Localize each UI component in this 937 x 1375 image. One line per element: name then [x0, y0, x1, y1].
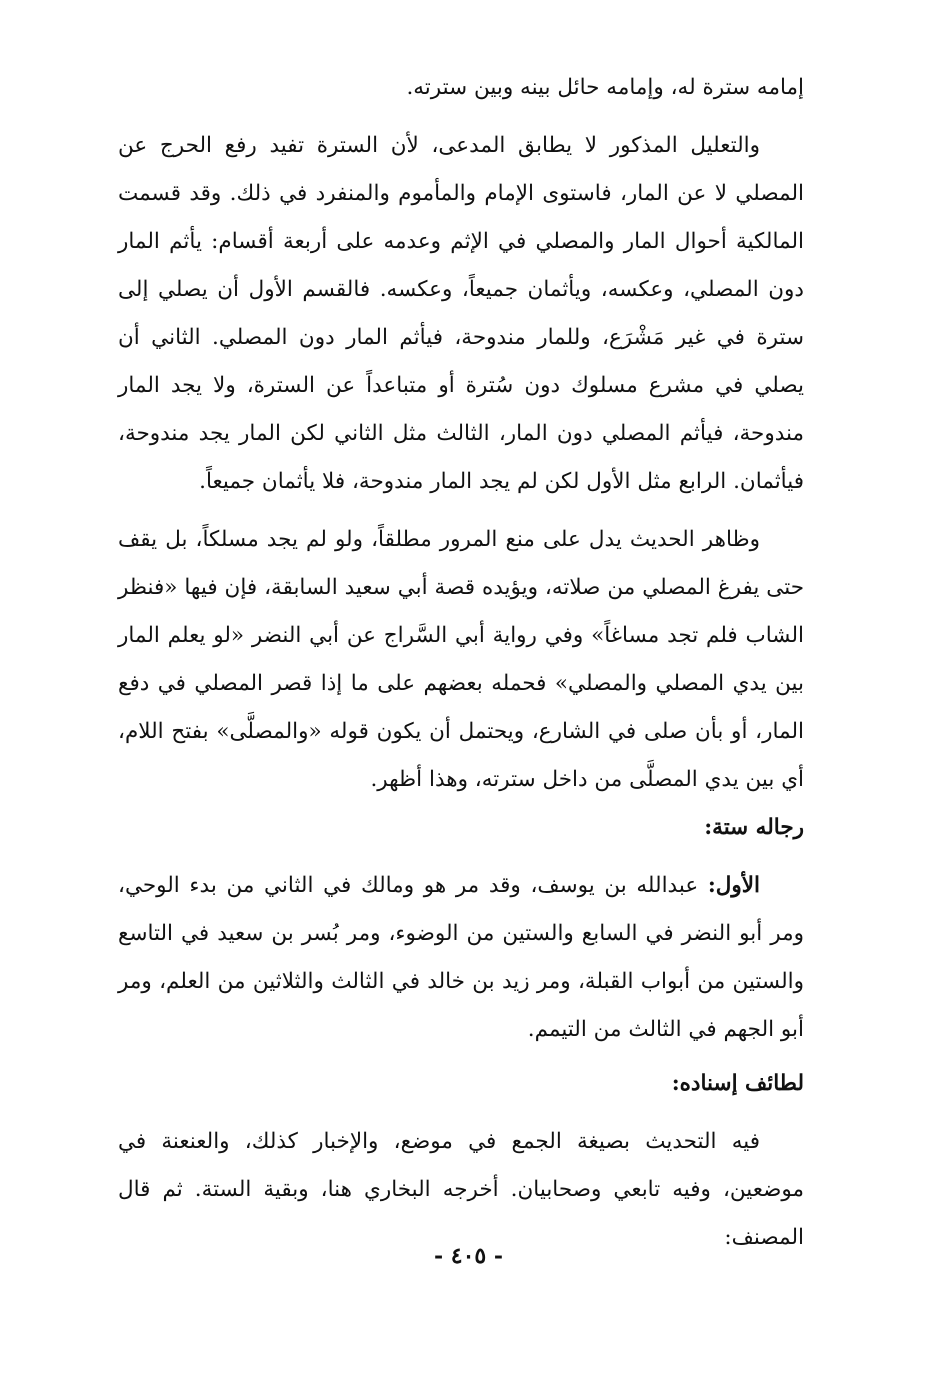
paragraph-continuation: إمامه سترة له، وإمامه حائل بينه وبين سترته.	[406, 75, 804, 100]
page-number: - ٤٠٥ -	[433, 1243, 504, 1269]
paragraph-explanation: والتعليل المذكور لا يطابق المدعى، لأن السترة تفيد رفع الحرج عن المصلي لا عن المار، فاستوى الإمام والمأموم والمنفرد في ذلك. وقد قسمت المالكية أحوال المار والمصلي في الإثم وعدمه على أربعة أقسام: يأثم المار دون المصلي، وعكسه، ويأثمان جميعاً، وعكسه. فالقسم الأول أن يصلي إلى سترة في غير مَشْرَع، وللمار مندوحة، فيأثم المار دون المصلي. الثاني أن يصلي في مشرع مسلوك دون سُترة أو متباعداً عن السترة، ولا يجد المار مندوحة، فيأثم المصلي دون المار، الثالث مثل الثاني لكن المار يجد مندوحة، فيأثمان. الرابع مثل الأول لكن لم يجد المار مندوحة، فلا يأثمان جميعاً.	[118, 133, 804, 494]
narrator-lead-label: الأول:	[707, 873, 760, 898]
paragraph-hadith-meaning: وظاهر الحديث يدل على منع المرور مطلقاً، ولو لم يجد مسلكاً، بل يقف حتى يفرغ المصلي من صلاته، ويؤيده قصة أبي سعيد السابقة، فإن فيها «فنظر الشاب فلم تجد مساغاً» وفي رواية أبي السَّراج عن أبي النضر «لو يعلم المار بين يدي المصلي والمصلي» فحمله بعضهم على ما إذا قصر المصلي في دفع المار، أو بأن صلى في الشارع، ويحتمل أن يكون قوله «والمصلَّى» بفتح اللام، أي بين يدي المصلَّى من داخل سترته، وهذا أظهر.	[118, 527, 804, 792]
page-body	[118, 64, 804, 1262]
heading-isnad-notes: لطائف إسناده:	[671, 1071, 804, 1096]
narrator-text: عبدالله بن يوسف، وقد مر هو ومالك في الثاني من بدء الوحي، ومر أبو النضر في السابع والستين من الوضوء، ومر بُسر بن سعيد في التاسع والستين من أبواب القبلة، ومر زيد بن خالد في الثالث والثلاثين من العلم، ومر أبو الجهم في الثالث من التيمم.	[118, 873, 804, 1042]
paragraph-narrators	[118, 862, 804, 1054]
heading-narrators: رجاله ستة:	[704, 815, 804, 840]
paragraph-isnad-notes: فيه التحديث بصيغة الجمع في موضع، والإخبار كذلك، والعنعنة في موضعين، وفيه تابعي وصحابيان. أخرجه البخاري هنا، وبقية الستة. ثم قال المصنف:	[118, 1129, 804, 1250]
